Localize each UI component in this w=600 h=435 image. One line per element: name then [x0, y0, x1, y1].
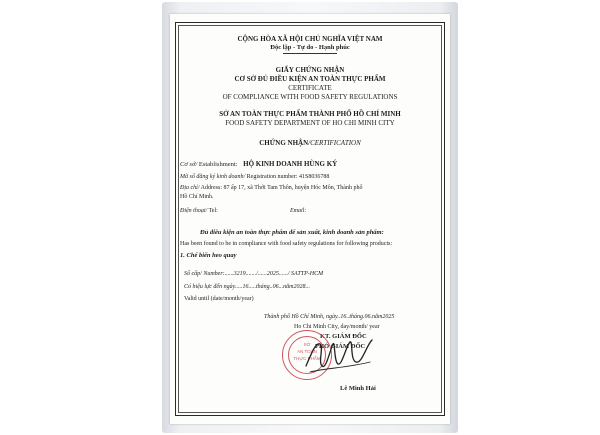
certificate-number: 3219 [233, 271, 246, 277]
signatory-name: Lê Minh Hải [340, 385, 376, 392]
validity-english: Valid until (date/month/year) [184, 296, 254, 302]
establishment-line: Cơ sở/ Establishment: HỘ KINH DOANH HÙNG KÝ [180, 160, 338, 168]
motto-underline [283, 53, 337, 54]
national-title: CỘNG HÒA XÃ HỘI CHỦ NGHĨA VIỆT NAM [237, 35, 383, 43]
establishment-name: HỘ KINH DOANH HÙNG KÝ [243, 160, 338, 168]
address-value: 87 ấp 17, xã Thới Tam Thôn, huyện Hóc Môn, Thành phố [223, 185, 363, 191]
certificate-document [170, 14, 450, 424]
handwritten-signature [300, 332, 380, 382]
certificate-number-line: Số cấp/ Number:......3219......./......2025....../ SATTP-HCM [184, 271, 324, 277]
registration-line: Mã số đăng ký kinh doanh/ Registration number: 41S8036788 [180, 174, 330, 180]
issuer-name-vn: SỞ AN TOÀN THỰC PHẨM THÀNH PHỐ HỒ CHÍ MINH [219, 110, 401, 118]
issue-date-line: Thành phố Hồ Chí Minh, ngày..16..tháng.06.năm2025 [264, 314, 395, 320]
certification-heading-en: /CERTIFICATION [308, 139, 361, 147]
certificate-year: 2025 [266, 271, 279, 277]
certificate-title-en-1: CERTIFICATE [288, 84, 332, 92]
address-line: Địa chỉ/ Address: 87 ấp 17, xã Thới Tam Thôn, huyện Hóc Môn, Thành phố [180, 185, 363, 191]
official-stamp: SỞ AN TOÀN THỰC PHẨM [282, 330, 332, 380]
certification-heading [170, 140, 450, 147]
compliance-statement-en: Has been found to be in compliance with food safety regulations for following products: [180, 241, 393, 247]
signatory-on-behalf: KT. GIÁM ĐỐC [320, 333, 367, 340]
national-motto: Độc lập - Tự do - Hạnh phúc [270, 44, 350, 51]
certification-heading-vn: CHỨNG NHẬN [259, 139, 309, 147]
certificate-title-en-2: OF COMPLIANCE WITH FOOD SAFETY REGULATIONS [222, 93, 398, 101]
email-label: Email: [290, 208, 307, 214]
product-item: 1. Chế biến heo quay [180, 252, 237, 259]
certificate-title-vn-1: GIẤY CHỨNG NHẬN [275, 66, 345, 74]
issuer-name-en: FOOD SAFETY DEPARTMENT OF HO CHI MINH CITY [225, 119, 395, 127]
compliance-statement-vn: Đủ điều kiện an toàn thực phẩm để sản xuất, kinh doanh sản phẩm: [200, 229, 384, 236]
registration-number: 41S8036788 [298, 174, 330, 180]
phone-line: Điện thoại/ Tel: [180, 208, 218, 214]
signatory-position: PHÓ GIÁM ĐỐC [315, 343, 366, 350]
address-line-2: Hồ Chí Minh. [180, 194, 214, 200]
issue-date-english: Ho Chi Minh City, day/month/ year [294, 324, 380, 330]
certificate-title-vn-2: CƠ SỞ ĐỦ ĐIỀU KIỆN AN TOÀN THỰC PHẨM [234, 75, 386, 83]
validity-line: Có hiệu lực đến ngày.....16.....tháng..06...năm2028... [184, 284, 310, 290]
